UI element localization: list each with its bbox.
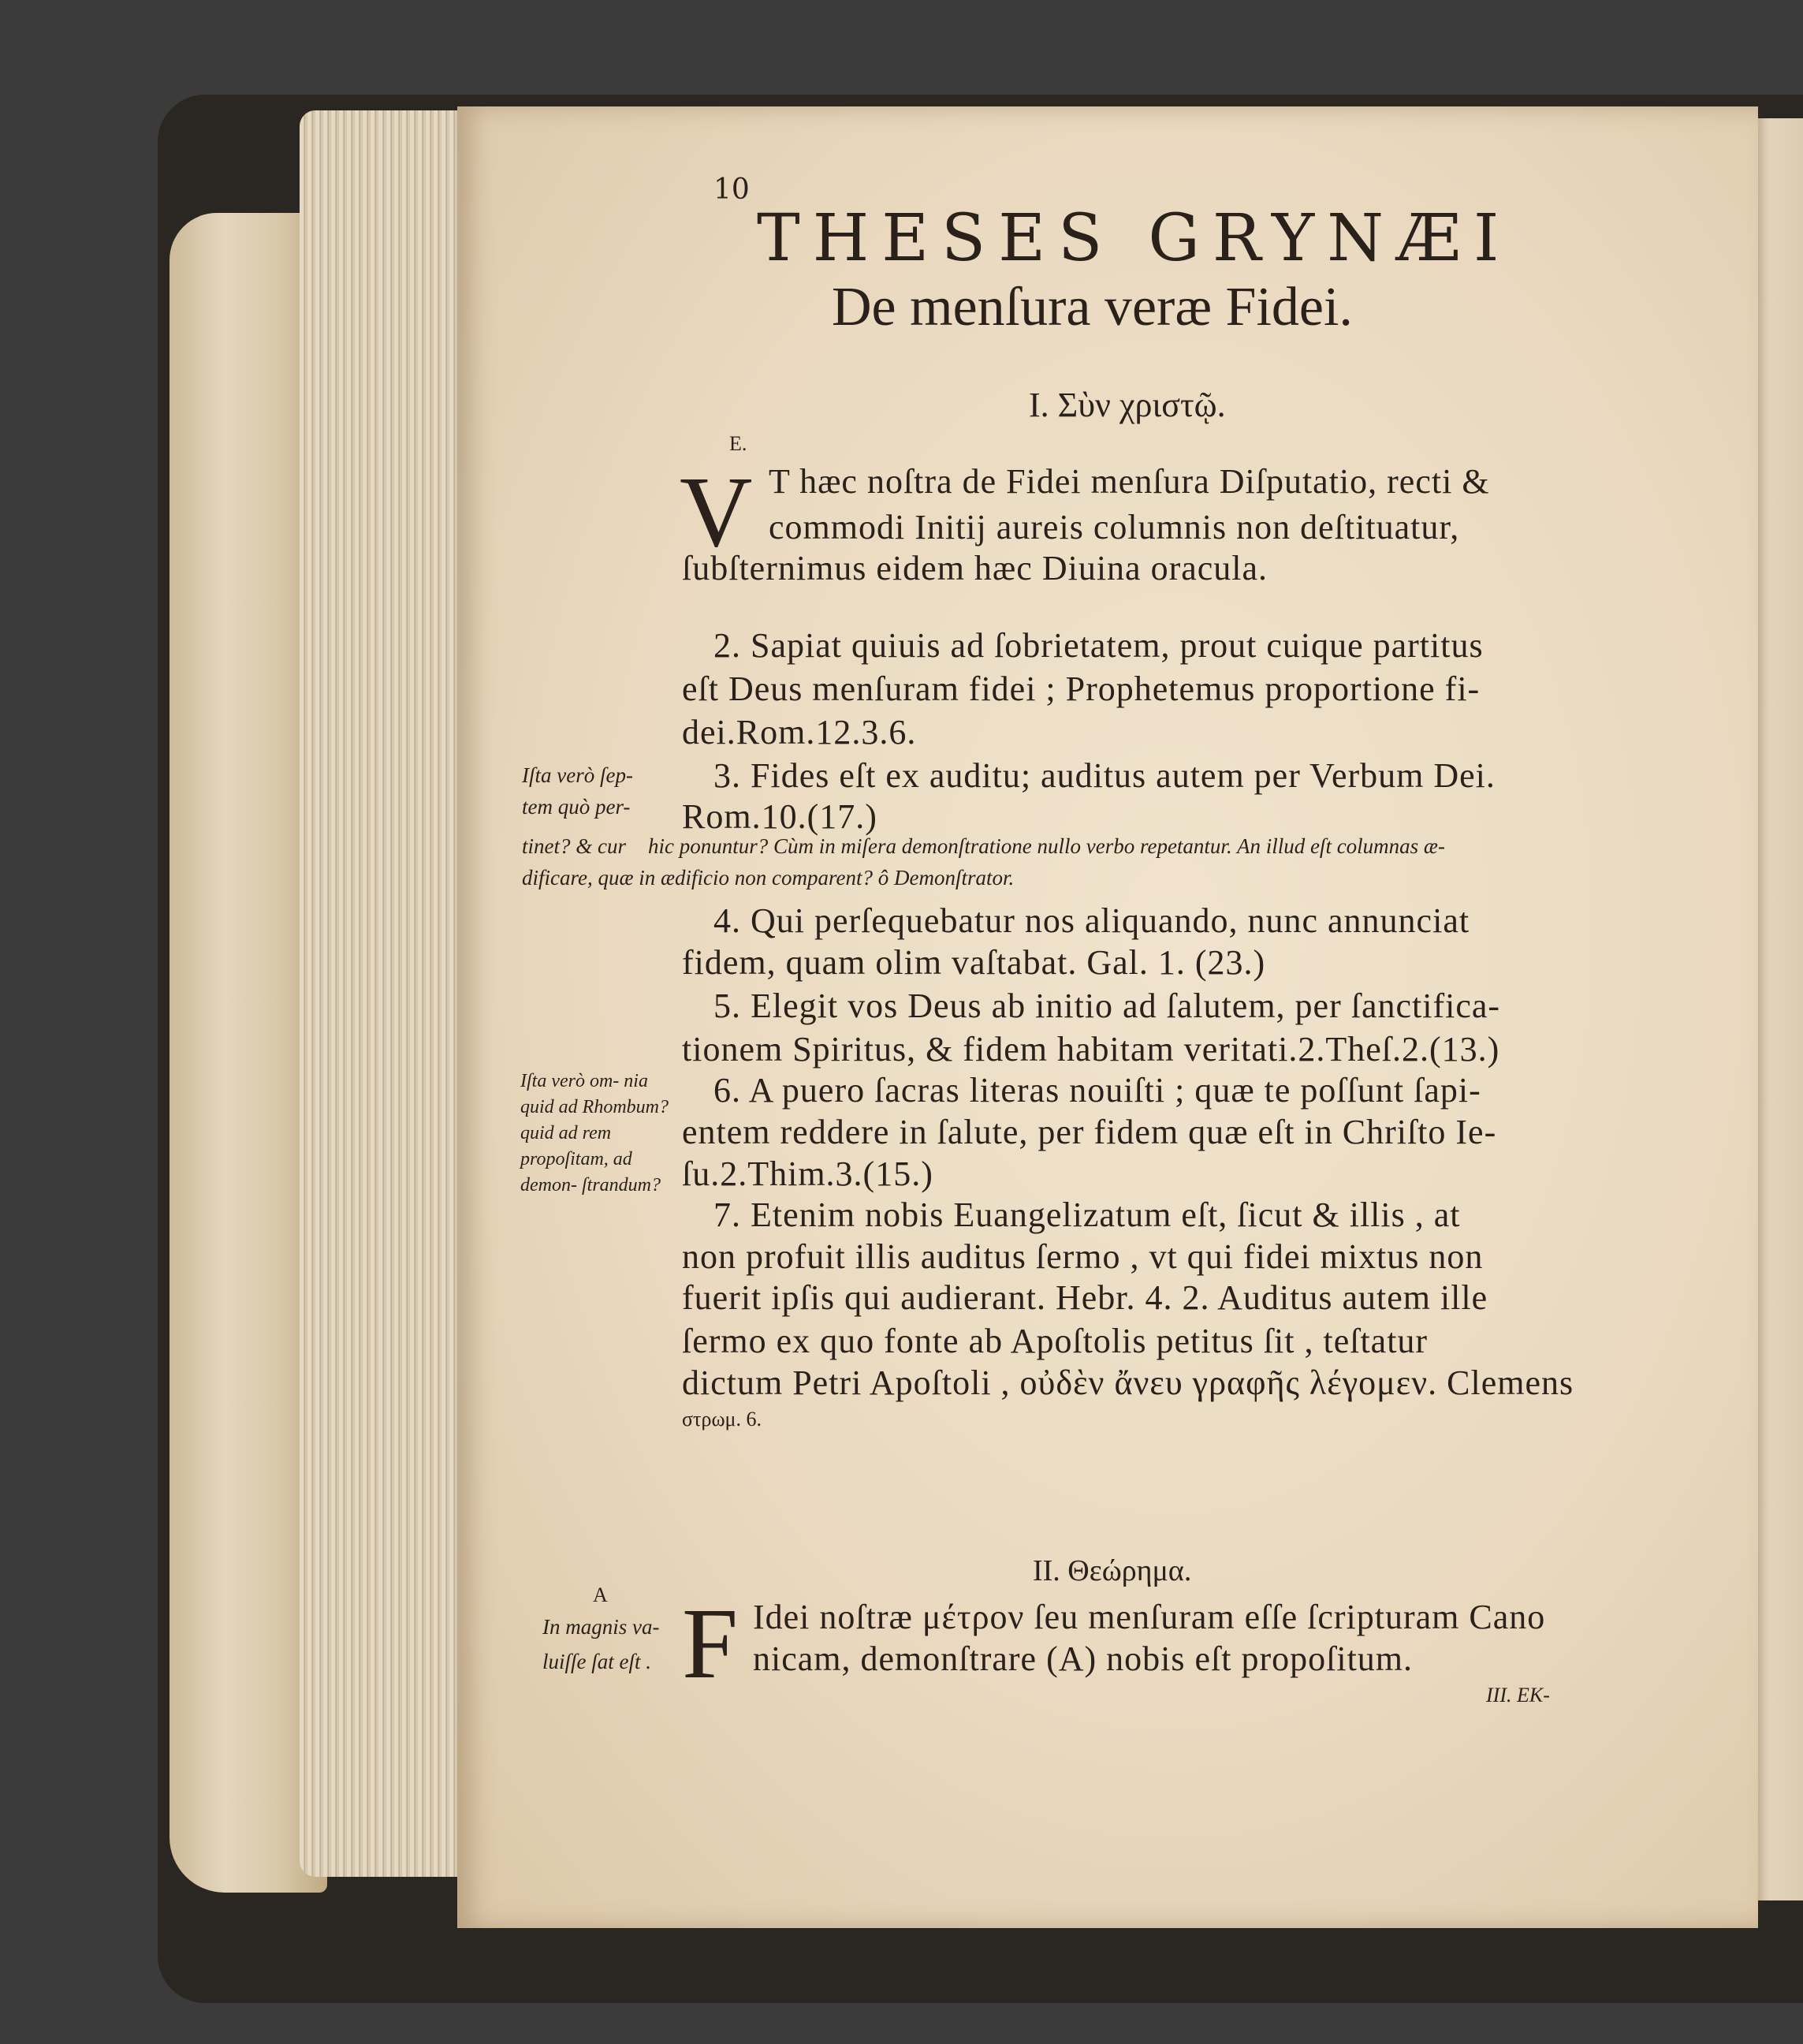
thesis-6-line-3: ſu.2.Thim.3.(15.) xyxy=(682,1154,933,1193)
thesis-7-line-6: στρωμ. 6. xyxy=(682,1408,762,1430)
margin-note-3-line-1: In magnis va- xyxy=(542,1615,660,1639)
thesis-7-line-4: ſermo ex quo fonte ab Apoſtolis petitus ſit , teſtatur xyxy=(682,1322,1429,1360)
dropcap-v: V xyxy=(680,456,753,568)
facing-page-edge xyxy=(1754,118,1803,1900)
intro-line-1: T hæc noſtra de Fidei menſura Diſputatio, recti & xyxy=(769,462,1490,501)
margin-note-1-line-1: Iſta verò ſep- xyxy=(522,763,633,787)
thesis-2-line-1: 2. Sapiat quiuis ad ſobrietatem, prout cuique partitus xyxy=(713,626,1484,665)
margin-note-3-line-2: luiſſe ſat eſt . xyxy=(542,1650,651,1673)
intro-line-3: ſubſternimus eidem hæc Diuina oracula. xyxy=(682,549,1268,587)
margin-mark-a: A xyxy=(593,1583,608,1606)
page-number: 10 xyxy=(713,173,750,206)
thesis-2-line-2: eſt Deus menſuram fidei ; Prophetemus proportione fi- xyxy=(682,670,1481,708)
thesis-3-line-1: 3. Fides eſt ex auditu; auditus autem per Verbum Dei. xyxy=(713,756,1496,795)
catchword: III. ΕΚ- xyxy=(1486,1684,1550,1706)
margin-note-1-line-2: tem quò per- xyxy=(522,795,631,819)
thesis-7-line-1: 7. Etenim nobis Euangelizatum eſt, ſicut & illis , at xyxy=(713,1195,1461,1234)
thesis-4-line-1: 4. Qui perſequebatur nos aliquando, nunc annunciat xyxy=(713,901,1470,940)
section-2-line-2: nicam, demonſtrare (A) nobis eſt propoſitum. xyxy=(753,1639,1414,1678)
margin-note-2: Iſta verò om- nia quid ad Rhombum? quid ad rem propoſitam, ad demon- ſtrandum? xyxy=(520,1071,669,1195)
intro-line-2: commodi Initij aureis columnis non deſtituatur, xyxy=(769,508,1460,546)
thesis-5-line-2: tionem Spiritus, & fidem habitam veritati.2.Theſ.2.(13.) xyxy=(682,1030,1500,1069)
page-edges xyxy=(300,110,473,1877)
thesis-3-line-2: Rom.10.(17.) xyxy=(682,797,877,836)
thesis-7-line-3: fuerit ipſis qui audierant. Hebr. 4. 2. Auditus autem ille xyxy=(682,1278,1488,1317)
page-title: THESES GRYNÆI xyxy=(757,201,1512,276)
section-1-mark: E. xyxy=(729,432,747,455)
thesis-6-line-2: entem reddere in ſalute, per fidem quæ eſt in Chriſto Ie- xyxy=(682,1113,1497,1151)
page-subtitle: De menſura veræ Fidei. xyxy=(832,277,1353,338)
section-2-heading: II. Θεώρημα. xyxy=(1033,1554,1192,1587)
inline-note-line-2: dificare, quæ in ædificio non comparent? ô Demonſtrator. xyxy=(522,866,1015,890)
dropcap-f: F xyxy=(682,1587,739,1699)
margin-note-1-line-3: tinet? & cur xyxy=(522,834,626,858)
thesis-2-line-3: dei.Rom.12.3.6. xyxy=(682,713,917,752)
thesis-6-line-1: 6. A puero ſacras literas nouiſti ; quæ te poſſunt ſapi- xyxy=(713,1071,1481,1110)
section-2-line-1: Idei noſtræ μέτρον ſeu menſuram eſſe ſcripturam Cano xyxy=(753,1598,1546,1636)
thesis-4-line-2: fidem, quam olim vaſtabat. Gal. 1. (23.) xyxy=(682,943,1266,982)
thesis-7-line-2: non profuit illis auditus ſermo , vt qui fidei mixtus non xyxy=(682,1237,1484,1276)
thesis-7-line-5: dictum Petri Apoſtoli , οὐδὲν ἄνευ γραφῆς λέγομεν. Clemens xyxy=(682,1363,1574,1402)
section-1-heading: I. Σὺν χριστῷ. xyxy=(1029,386,1226,424)
inline-note-line-1: hic ponuntur? Cùm in miſera demonſtratione nullo verbo repetantur. An illud eſt columnas æ- xyxy=(648,834,1445,858)
thesis-5-line-1: 5. Elegit vos Deus ab initio ad ſalutem, per ſanctifica- xyxy=(713,987,1501,1025)
